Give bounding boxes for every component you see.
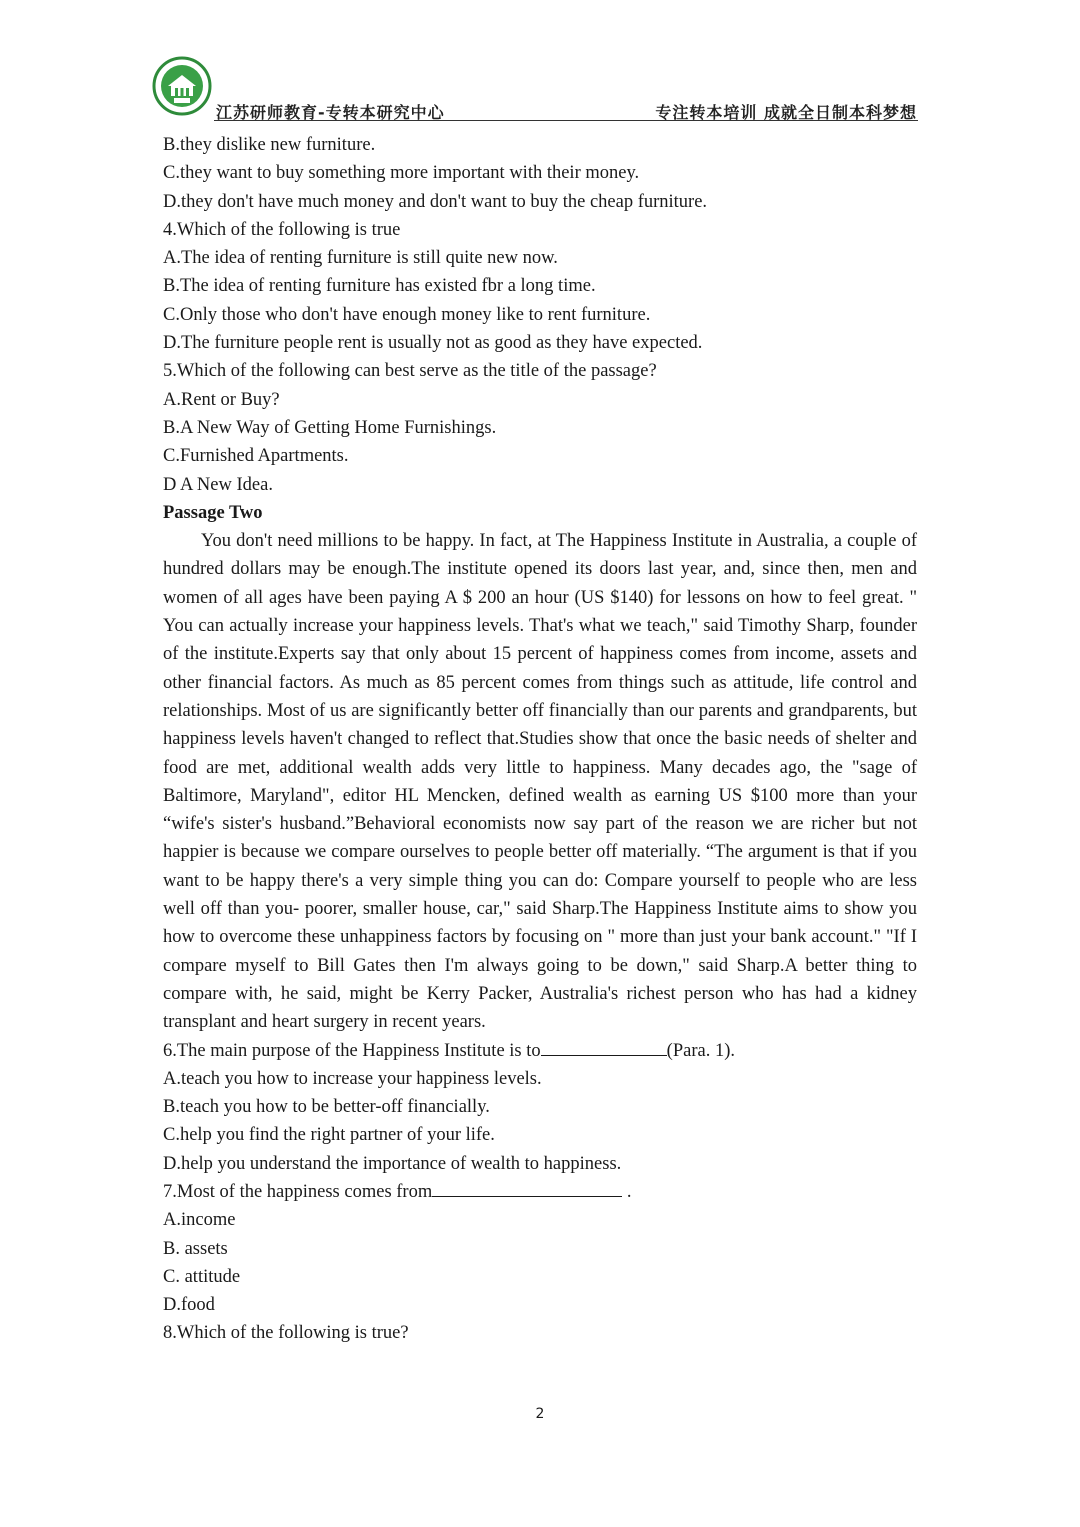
q5-option-a: A.Rent or Buy? bbox=[163, 389, 280, 410]
q7-option-d: D.food bbox=[163, 1295, 215, 1316]
q7-question bbox=[163, 1178, 917, 1206]
q6-question bbox=[163, 1037, 917, 1065]
q4-option-c: C.Only those who don't have enough money like to rent furniture. bbox=[163, 304, 651, 325]
q4-option-d: D.The furniture people rent is usually not as good as they have expected. bbox=[163, 333, 703, 354]
q4-question: 4.Which of the following is true bbox=[163, 219, 401, 240]
institute-logo bbox=[152, 56, 212, 116]
q6-option-b: B.teach you how to be better-off financially. bbox=[163, 1097, 490, 1118]
q7-answer-blank bbox=[432, 1178, 622, 1197]
q5-option-d: D A New Idea. bbox=[163, 474, 273, 495]
q5-question: 5.Which of the following can best serve as the title of the passage? bbox=[163, 361, 657, 382]
q6-option-d: D.help you understand the importance of wealth to happiness. bbox=[163, 1153, 622, 1174]
q7-question-suffix: . bbox=[622, 1181, 632, 1202]
q5-option-c: C.Furnished Apartments. bbox=[163, 446, 349, 467]
q3-option-b: B.they dislike new furniture. bbox=[163, 135, 376, 155]
passage-title: Passage Two bbox=[163, 502, 263, 523]
q4-option-a: A.The idea of renting furniture is still quite new now. bbox=[163, 248, 558, 269]
page-number: 2 bbox=[535, 1406, 545, 1422]
header-left-title: 江苏研师教育-专转本研究中心 bbox=[216, 103, 445, 122]
q6-answer-blank bbox=[541, 1037, 667, 1056]
q3-option-c: C.they want to buy something more important with their money. bbox=[163, 163, 640, 184]
q6-question-text: 6.The main purpose of the Happiness Institute is to bbox=[163, 1040, 541, 1061]
q7-question-text: 7.Most of the happiness comes from bbox=[163, 1181, 433, 1202]
q7-option-c: C. attitude bbox=[163, 1266, 241, 1287]
header-right-slogan: 专注转本培训 成就全日制本科梦想 bbox=[655, 103, 917, 122]
q5-option-b: B.A New Way of Getting Home Furnishings. bbox=[163, 417, 497, 438]
q6-option-c: C.help you find the right partner of your life. bbox=[163, 1125, 495, 1146]
q6-option-a: A.teach you how to increase your happiness levels. bbox=[163, 1068, 542, 1089]
q4-option-b: B.The idea of renting furniture has existed fbr a long time. bbox=[163, 276, 596, 297]
passage-body: You don't need millions to be happy. In fact, at The Happiness Institute in Australia, a couple of hundred dollars may be enough.The institute opened its doors last year, and, since then, men and women of all ages have been paying A $ 200 an hour (US $140) for lessons on how to feel great. " You can actually increase your happiness levels. That's what we teach," said Timothy Sharp, founder of the institute.Experts say that only about 15 percent of happiness comes from income, assets and other financial factors. As much as 85 percent comes from things such as attitude, life control and relationships. Most of us are significantly better off financially than our parents and grandparents, but happiness levels haven't changed to reflect that.Studies show that once the basic needs of shelter and food are met, additional wealth adds very little to happiness. Many decades ago, the "sage of Baltimore, Maryland", editor HL Mencken, defined wealth as earning US $100 more than your “wife's sister's husband.”Behavioral economists now say part of the reason we are richer but not happier is because we compare ourselves to people better off materially. “The argument is that if you want to be happy there's a very simple thing you can do: Compare yourself to people who are less well off than you- poorer, smaller house, car," said Sharp.The Happiness Institute aims to show you how to overcome these unhappiness factors by focusing on " more than just your bank account." "If I compare myself to Bill Gates then I'm always going to be down," said Sharp.A better thing to compare with, he said, might be Kerry Packer, Australia's richest person who has had a kidney transplant and heart surgery in recent years. bbox=[163, 531, 917, 1033]
q7-option-a: A.income bbox=[163, 1210, 236, 1231]
q6-question-suffix: (Para. 1). bbox=[666, 1040, 735, 1061]
q3-option-d: D.they don't have much money and don't want to buy the cheap furniture. bbox=[163, 191, 708, 212]
page-content bbox=[163, 131, 917, 1348]
q7-option-b: B. assets bbox=[163, 1238, 228, 1259]
header-divider bbox=[214, 120, 918, 121]
q8-question: 8.Which of the following is true? bbox=[163, 1323, 409, 1344]
